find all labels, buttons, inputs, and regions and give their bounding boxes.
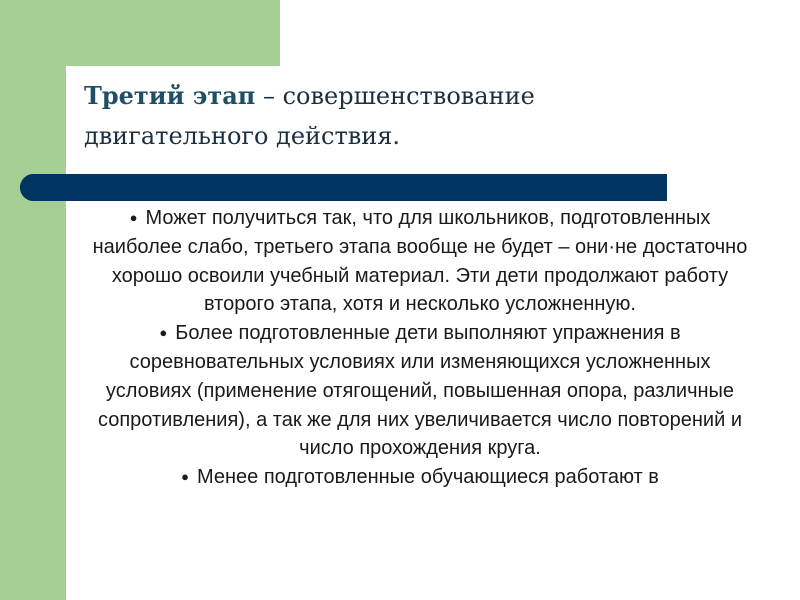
bullet-item	[90, 319, 750, 463]
bullet-text: Более подготовленные дети выполняют упражнения в соревновательных условиях или изменяющихся усложненных условиях (применение отягощений, повышенная опора, различные сопротивления), а так же для них увеличивается число повторений и число прохождения круга.	[97, 322, 743, 460]
bullet-list	[90, 204, 750, 492]
bullet-item	[90, 463, 750, 492]
bullet-dot-icon: ●	[181, 469, 189, 485]
bullet-dot-icon: ●	[129, 210, 138, 225]
title-divider-bar	[20, 174, 667, 201]
slide-title-bold: Третий этап	[84, 81, 256, 110]
bullet-text: Может получиться так, что для школьников, подготовленных наиболее слабо, третьего этапа вообще не будет – они·не достаточно хорошо освоили учебный материал. Эти дети продолжают работу второго этапа, хотя и несколько усложненную.	[92, 207, 748, 316]
slide-title	[84, 76, 724, 156]
bullet-text: Менее подготовленные обучающиеся работают в	[196, 466, 659, 489]
bullet-item	[90, 204, 750, 319]
slide-title-rest: – совершенствование двигательного действия.	[84, 82, 535, 150]
bullet-dot-icon: ●	[159, 325, 168, 341]
